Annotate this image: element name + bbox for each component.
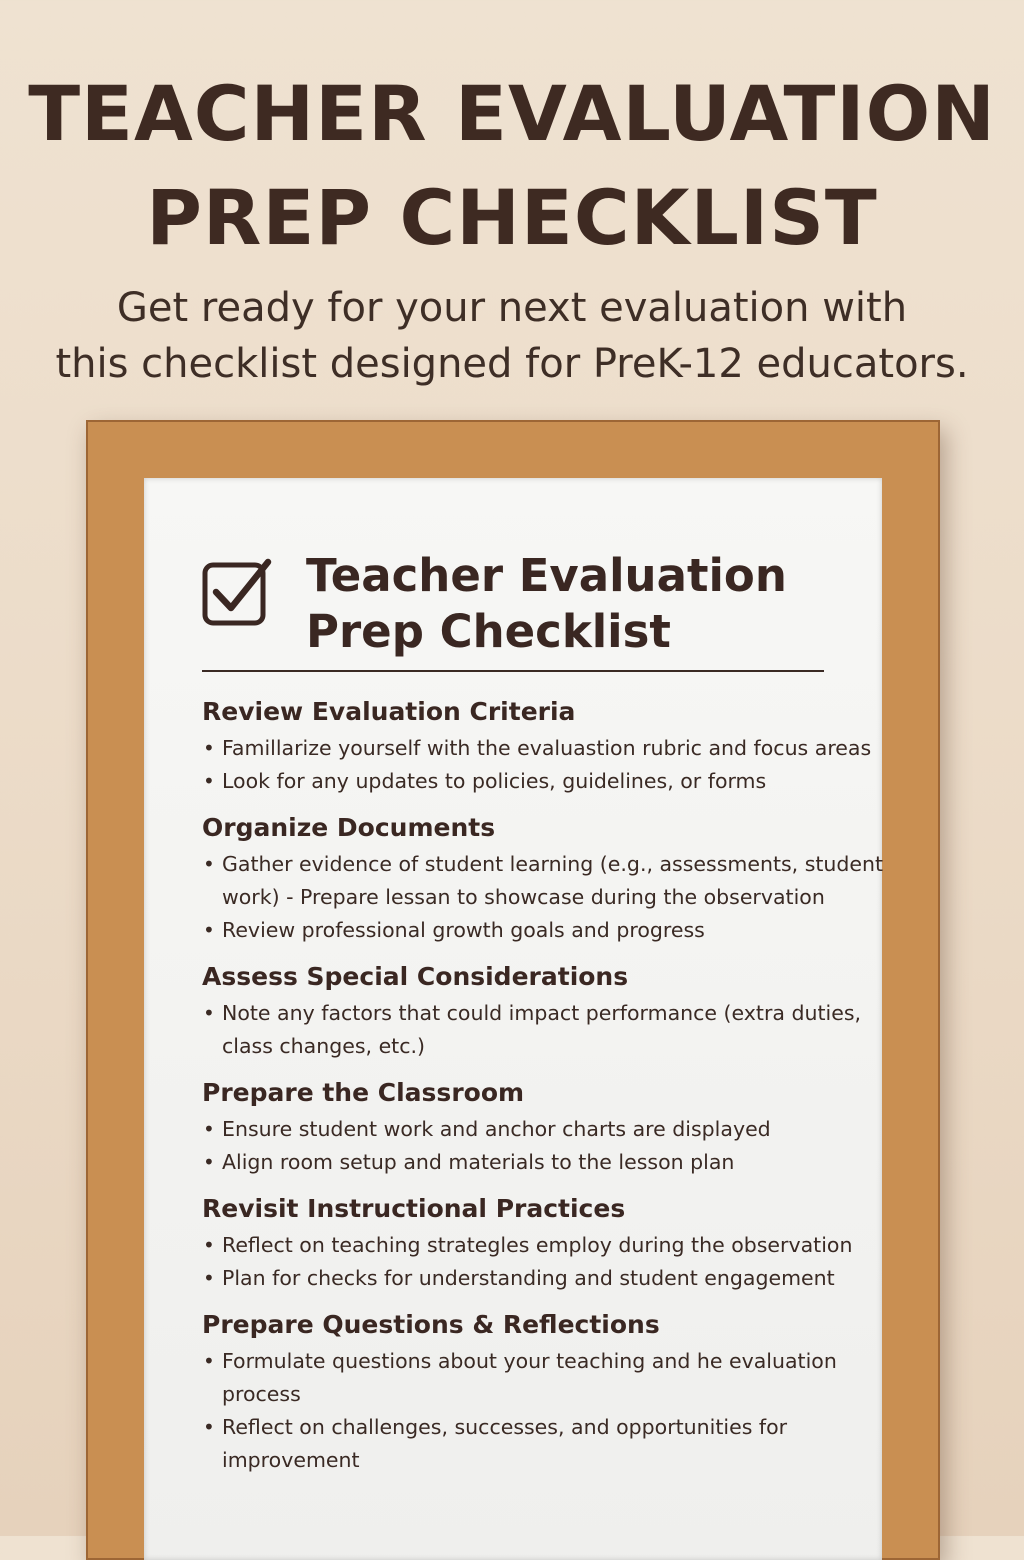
list-item (202, 1345, 892, 1411)
bullet-icon: • (203, 1415, 215, 1439)
checklist-sections (202, 694, 892, 1489)
list-item-text: Formulate questions about your teaching and he evaluation process (222, 1349, 837, 1406)
section-list (202, 1345, 892, 1477)
poster-headline-line-1: TEACHER EVALUATION (28, 69, 996, 158)
section-title: Prepare Questions & Reflections (202, 1310, 660, 1339)
wooden-frame (86, 420, 940, 1560)
bullet-icon: • (203, 1001, 215, 1025)
list-item-text: Reflect on challenges, successes, and opportunities for improvement (222, 1415, 788, 1472)
card-title-line-1: Teacher Evaluation (306, 549, 787, 602)
bullet-icon: • (203, 1266, 215, 1290)
section-assess-special-considerations (202, 959, 892, 1063)
poster-subtitle-line-2: this checklist designed for PreK-12 educators. (55, 341, 969, 387)
list-item (202, 848, 892, 914)
poster-headline (0, 62, 1024, 270)
bullet-icon: • (203, 852, 215, 876)
poster-subtitle-line-1: Get ready for your next evaluation with (116, 285, 908, 331)
bullet-icon: • (203, 918, 215, 942)
section-list (202, 1113, 892, 1179)
list-item (202, 914, 892, 947)
list-item (202, 1146, 892, 1179)
list-item (202, 997, 892, 1063)
section-list (202, 1229, 892, 1295)
section-title: Organize Documents (202, 813, 496, 842)
bullet-icon: • (203, 769, 215, 793)
list-item-text: Note any factors that could impact performance (extra duties, class changes, etc.) (222, 1001, 862, 1058)
list-item-text: Gather evidence of student learning (e.g., assessments, student work) - Prepare lessan to showcase during the observation (222, 852, 884, 909)
list-item (202, 1262, 892, 1295)
section-review-evaluation-criteria (202, 694, 892, 798)
list-item (202, 765, 892, 798)
bullet-icon: • (203, 736, 215, 760)
bullet-icon: • (203, 1349, 215, 1373)
list-item-text: Align room setup and materials to the lesson plan (222, 1150, 735, 1174)
section-prepare-the-classroom (202, 1075, 892, 1179)
bullet-icon: • (203, 1233, 215, 1257)
list-item (202, 1411, 892, 1477)
section-organize-documents (202, 810, 892, 947)
section-title: Review Evaluation Criteria (202, 697, 576, 726)
poster-headline-line-2: PREP CHECKLIST (146, 173, 878, 262)
poster-subtitle (0, 280, 1024, 392)
list-item-text: Famillarize yourself with the evaluastion rubric and focus areas (222, 736, 872, 760)
section-title: Prepare the Classroom (202, 1078, 525, 1107)
bullet-icon: • (203, 1117, 215, 1141)
section-title: Assess Special Considerations (202, 962, 629, 991)
section-list (202, 848, 892, 947)
section-list (202, 732, 892, 798)
section-title: Revisit Instructional Practices (202, 1194, 626, 1223)
list-item (202, 732, 892, 765)
section-prepare-questions-reflections (202, 1307, 892, 1477)
divider (202, 670, 824, 672)
list-item-text: Reflect on teaching strategles employ during the observation (222, 1233, 853, 1257)
checklist-card (144, 478, 882, 1560)
section-revisit-instructional-practices (202, 1191, 892, 1295)
card-title-line-2: Prep Checklist (306, 605, 671, 658)
list-item-text: Plan for checks for understanding and student engagement (222, 1266, 835, 1290)
list-item-text: Ensure student work and anchor charts are displayed (222, 1117, 771, 1141)
card-title (306, 548, 787, 660)
bullet-icon: • (203, 1150, 215, 1174)
list-item-text: Look for any updates to policies, guidelines, or forms (222, 769, 767, 793)
list-item (202, 1229, 892, 1262)
card-header (202, 548, 842, 658)
section-list (202, 997, 892, 1063)
checkbox-checked-icon (202, 558, 272, 628)
list-item-text: Review professional growth goals and progress (222, 918, 705, 942)
list-item (202, 1113, 892, 1146)
